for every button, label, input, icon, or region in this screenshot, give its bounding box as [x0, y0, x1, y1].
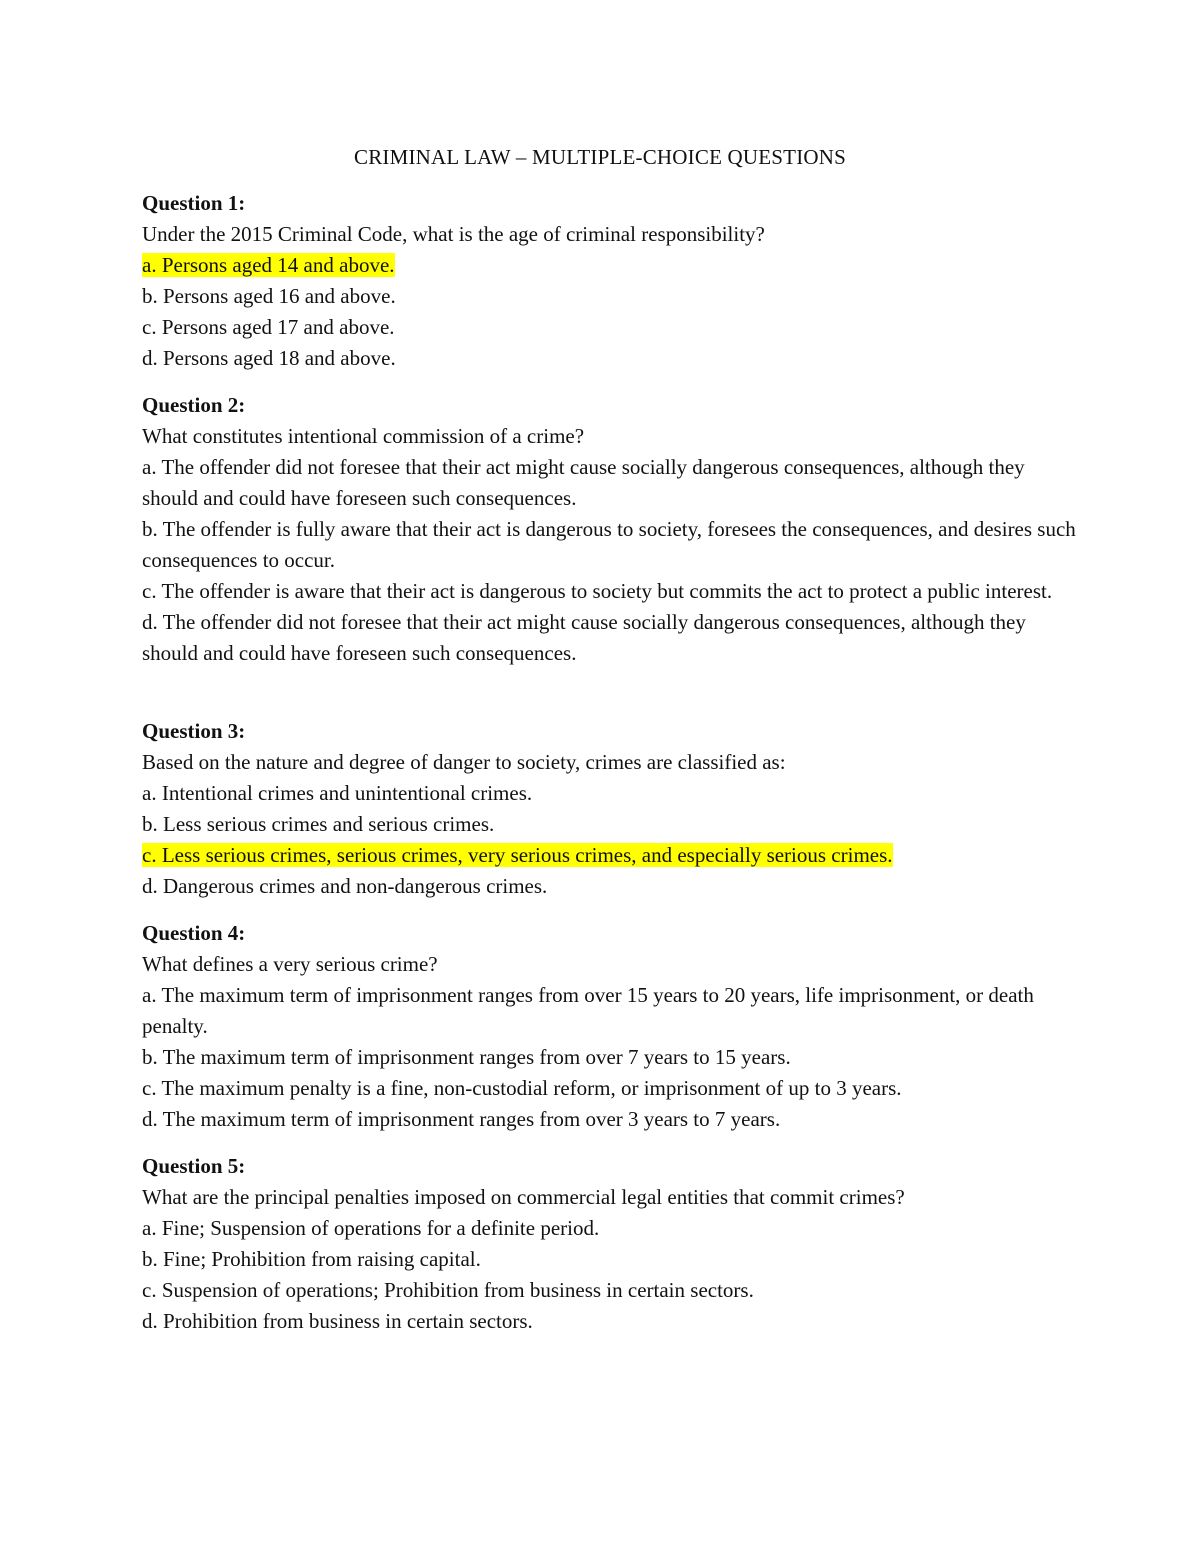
highlighted-answer: c. Less serious crimes, serious crimes, very serious crimes, and especially serious crimes. — [142, 843, 893, 867]
question-text: Under the 2015 Criminal Code, what is the age of criminal responsibility? — [142, 222, 765, 246]
answer-option-b: b. Fine; Prohibition from raising capital. — [142, 1247, 481, 1271]
question-text: What constitutes intentional commission of a crime? — [142, 424, 585, 448]
question-heading: Question 2: — [142, 393, 246, 417]
question-block-3 — [142, 716, 1082, 902]
answer-option-a: a. The maximum term of imprisonment ranges from over 15 years to 20 years, life imprisonment, or death penalty. — [142, 983, 1034, 1038]
document-title: CRIMINAL LAW – MULTIPLE-CHOICE QUESTIONS — [353, 145, 847, 169]
answer-option-b: b. Less serious crimes and serious crimes. — [142, 812, 495, 836]
answer-option-d: d. Dangerous crimes and non-dangerous crimes. — [142, 874, 548, 898]
question-heading: Question 4: — [142, 921, 246, 945]
question-block-4 — [142, 918, 1082, 1135]
answer-option-d: d. The offender did not foresee that their act might cause socially dangerous consequences, although they should and could have foreseen such consequences. — [142, 610, 1026, 665]
answer-option-b: b. The offender is fully aware that their act is dangerous to society, foresees the consequences, and desires such consequences to occur. — [142, 517, 1076, 572]
highlighted-answer: a. Persons aged 14 and above. — [142, 253, 395, 277]
answer-option-c: c. Suspension of operations; Prohibition from business in certain sectors. — [142, 1278, 754, 1302]
question-block-1 — [142, 188, 1082, 374]
answer-option-a — [142, 250, 1082, 281]
question-text: What defines a very serious crime? — [142, 952, 438, 976]
answer-option-b: b. Persons aged 16 and above. — [142, 284, 396, 308]
answer-option-d: d. Persons aged 18 and above. — [142, 346, 396, 370]
question-text: Based on the nature and degree of danger to society, crimes are classified as: — [142, 750, 786, 774]
question-text: What are the principal penalties imposed on commercial legal entities that commit crimes? — [142, 1185, 905, 1209]
answer-option-d: d. Prohibition from business in certain sectors. — [142, 1309, 533, 1333]
question-block-5 — [142, 1151, 1082, 1337]
question-heading: Question 1: — [142, 191, 246, 215]
answer-option-c: c. Persons aged 17 and above. — [142, 315, 395, 339]
answer-option-d: d. The maximum term of imprisonment ranges from over 3 years to 7 years. — [142, 1107, 781, 1131]
question-heading: Question 5: — [142, 1154, 246, 1178]
question-heading: Question 3: — [142, 719, 246, 743]
question-block-2 — [142, 390, 1082, 669]
answer-option-c: c. The offender is aware that their act is dangerous to society but commits the act to protect a public interest. — [142, 579, 1053, 603]
answer-option-a: a. Fine; Suspension of operations for a definite period. — [142, 1216, 600, 1240]
answer-option-c: c. The maximum penalty is a fine, non-custodial reform, or imprisonment of up to 3 years. — [142, 1076, 902, 1100]
answer-option-c — [142, 840, 1082, 871]
answer-option-a: a. Intentional crimes and unintentional crimes. — [142, 781, 533, 805]
answer-option-b: b. The maximum term of imprisonment ranges from over 7 years to 15 years. — [142, 1045, 791, 1069]
answer-option-a: a. The offender did not foresee that their act might cause socially dangerous consequences, although they should and could have foreseen such consequences. — [142, 455, 1025, 510]
